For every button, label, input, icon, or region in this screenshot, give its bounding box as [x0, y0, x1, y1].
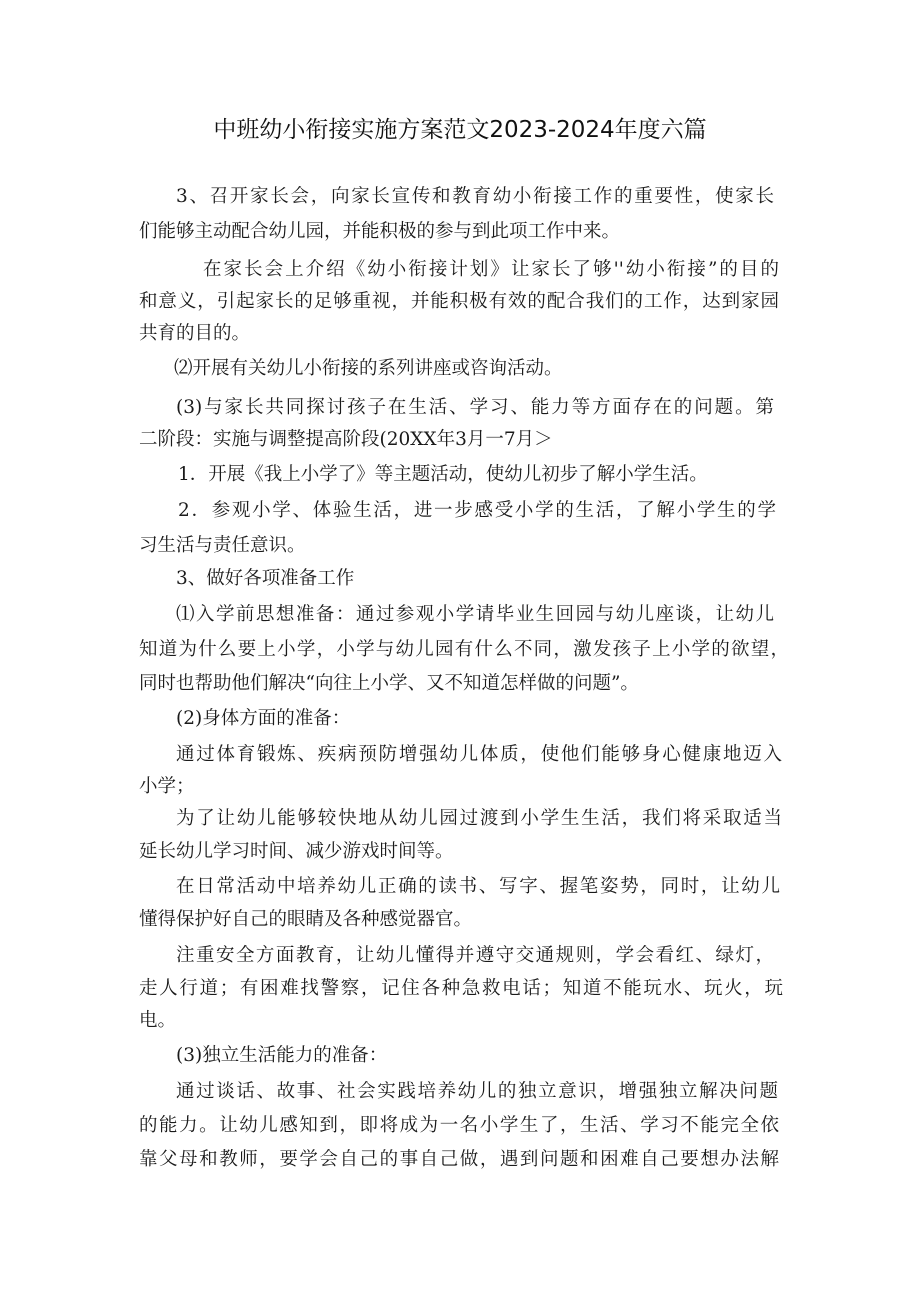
text-line: 在日常活动中培养幼儿正确的读书、写字、握笔姿势，同时，让幼儿 [176, 876, 780, 897]
text-line: 们能够主动配合幼儿园，并能积极的参与到此项工作中来。 [139, 221, 621, 242]
text-line: 电。 [139, 1010, 177, 1031]
text-line: (3)与家长共同探讨孩子在生活、学习、能力等方面存在的问题。第 [176, 397, 774, 418]
text-line: 和意义，引起家长的足够重视，并能积极有效的配合我们的工作，达到家园 [139, 291, 779, 312]
text-line: 靠父母和教师，要学会自己的事自己做，遇到问题和困难自己要想办法解 [139, 1149, 779, 1170]
text-line: 延长幼儿学习时间、减少游戏时间等。 [139, 841, 454, 862]
text-line: ⑴入学前思想准备：通过参观小学请毕业生回园与幼儿座谈，让幼儿 [176, 604, 774, 625]
text-line: 习生活与责任意识。 [139, 535, 306, 556]
text-line: 1．开展《我上小学了》等主题活动，使幼儿初步了解小学生活。 [178, 464, 708, 485]
text-line: 知道为什么要上小学，小学与幼儿园有什么不同，激发孩子上小学的欲望， [139, 639, 789, 660]
document-title: 中班幼小衔接实施方案范文2023-2024年度六篇 [213, 117, 707, 143]
text-line: 走人行道；有困难找警察，记住各种急救电话；知道不能玩水、玩火，玩 [139, 978, 783, 999]
text-line: 通过体育锻炼、疾病预防增强幼儿体质，使他们能够身心健康地迈入 [176, 744, 782, 765]
text-line: 为了让幼儿能够较快地从幼儿园过渡到小学生生活，我们将采取适当 [176, 808, 782, 829]
text-line: (2)身体方面的准备： [176, 708, 351, 729]
text-line: 二阶段：实施与调整提高阶段(20XX年3月一7月＞ [139, 429, 553, 450]
text-line: 在家长会上介绍《幼小衔接计划》让家长了够''幼小衔接”的目的 [203, 259, 779, 280]
text-line: 注重安全方面教育，让幼儿懂得并遵守交通规则，学会看红、绿灯， [176, 945, 774, 966]
text-line: 3、做好各项准备工作 [176, 568, 355, 589]
text-line: 同时也帮助他们解决“向往上小学、又不知道怎样做的问题”。 [139, 673, 639, 694]
text-line: 的能力。让幼儿感知到，即将成为一名小学生了，生活、学习不能完全依 [139, 1115, 779, 1136]
text-line: 小学； [139, 776, 195, 797]
text-line: ⑵开展有关幼儿小衔接的系列讲座或咨询活动。 [174, 358, 563, 379]
text-line: (3)独立生活能力的准备： [176, 1045, 388, 1066]
text-line: 通过谈话、故事、社会实践培养幼儿的独立意识，增强独立解决问题 [176, 1081, 778, 1102]
text-line: 懂得保护好自己的眼睛及各种感觉器官。 [139, 909, 473, 930]
text-line: 2．参观小学、体验生活，进一步感受小学的生活，了解小学生的学 [178, 500, 776, 521]
text-line: 共育的目的。 [139, 323, 251, 344]
text-line: 3、召开家长会，向家长宣传和教育幼小衔接工作的重要性，使家长 [176, 186, 774, 207]
